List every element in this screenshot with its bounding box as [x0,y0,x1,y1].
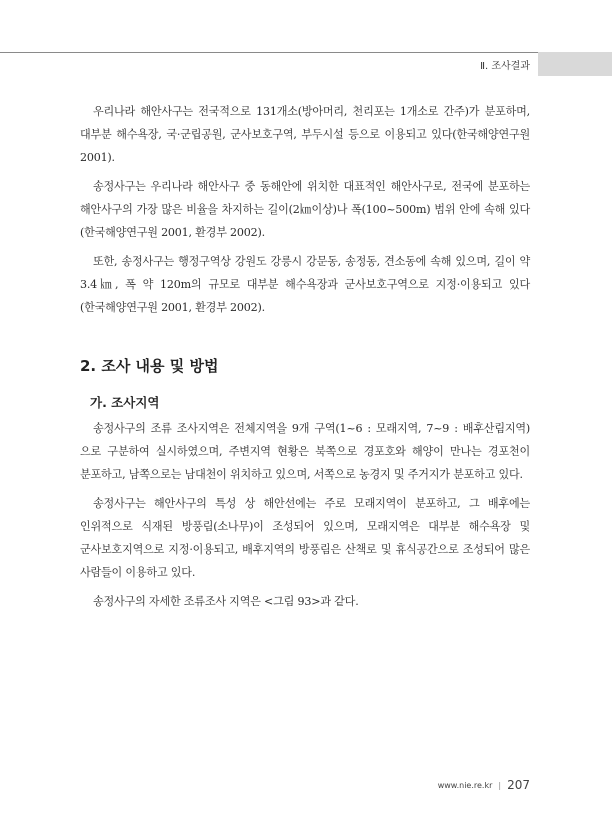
intro-paragraph: 송정사구는 우리나라 해안사구 중 동해안에 위치한 대표적인 해안사구로, 전국에 분포하는 해안사구의 가장 많은 비율을 차지하는 길이(2㎞이상)나 폭(100~500m) 범위 안에 속해 있다(한국해양연구원 2001, 환경부 2002). [80,180,530,239]
intro-paragraph: 우리나라 해안사구는 전국적으로 131개소(방아머리, 천리포는 1개소로 간주)가 분포하며, 대부분 해수욕장, 국·군립공원, 군사보호구역, 부두시설 등으로 이용되고 있다(한국해양연구원 2001). [80,105,530,164]
header-tab-block [538,52,612,76]
footer-url: www.nie.re.kr [437,780,493,790]
page-footer [400,776,530,794]
section-header-label: Ⅱ. 조사결과 [480,61,530,72]
body-paragraph: 송정사구의 조류 조사지역은 전체지역을 9개 구역(1~6 : 모래지역, 7~9 : 배후산림지역)으로 구분하여 실시하였으며, 주변지역 현황은 북쪽으로 경포호와 해양이 만나는 경포천이 분포하고, 남쪽으로는 남대천이 위치하고 있으며, 서쪽으로 농경지 및 주거지가 분포하고 있다. [80,422,530,481]
header-rule [0,52,538,53]
body-paragraph: 송정사구는 해안사구의 특성 상 해안선에는 주로 모래지역이 분포하고, 그 배후에는 인위적으로 식재된 방풍림(소나무)이 조성되어 있으며, 모래지역은 대부분 해수욕장 및 군사보호지역으로 지정·이용되고, 배후지역의 방풍림은 산책로 및 휴식공간으로 조성되어 많은 사람들이 이용하고 있다. [80,497,530,579]
intro-paragraph: 또한, 송정사구는 행정구역상 강원도 강릉시 강문동, 송정동, 견소동에 속해 있으며, 길이 약 3.4㎞, 폭 약 120m의 규모로 대부분 해수욕장과 군사보호구역으로 지정·이용되고 있다(한국해양연구원 2001, 환경부 2002). [80,255,530,314]
footer-separator: | [498,780,502,790]
page-number: 207 [507,778,530,792]
body-paragraph: 송정사구의 자세한 조류조사 지역은 <그림 93>과 같다. [93,595,359,608]
subsection-heading: 가. 조사지역 [90,395,160,410]
page-content [80,100,530,619]
section-heading: 2. 조사 내용 및 방법 [80,357,219,375]
